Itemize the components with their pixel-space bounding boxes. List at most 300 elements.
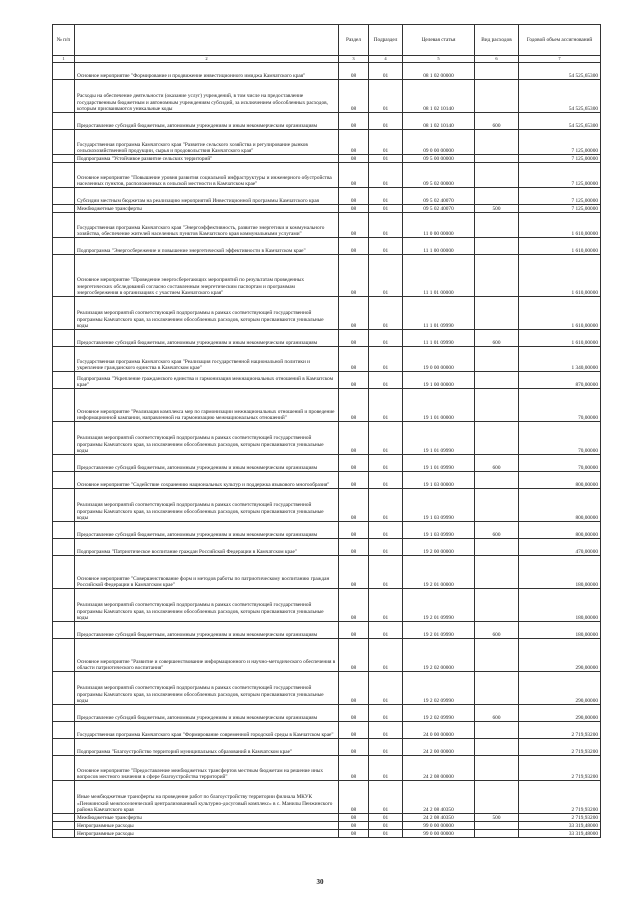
row-subsection: 01 — [369, 539, 403, 556]
row-target-code: 19 2 01 09990 — [403, 589, 475, 622]
row-number — [53, 297, 75, 330]
table-row — [53, 472, 601, 489]
row-name: Государственная программа Камчатского края "Энергоэффективность, развитие энергетики и коммунального хозяйства, обеспечение жителей населенных пунктов Камчатского края коммунальными услугами" — [75, 213, 339, 238]
row-name: Непрограммные расходы — [75, 830, 339, 838]
row-expense-type — [475, 472, 519, 489]
table-row — [53, 422, 601, 455]
row-number — [53, 238, 75, 255]
row-section: 08 — [339, 330, 369, 347]
row-section: 08 — [339, 188, 369, 205]
row-expense-type: 500 — [475, 205, 519, 213]
row-expense-type — [475, 347, 519, 372]
row-amount: 1 610,00000 — [519, 330, 601, 347]
row-target-code: 24 2 08 40350 — [403, 781, 475, 814]
row-subsection: 01 — [369, 205, 403, 213]
row-amount: 33 319,48000 — [519, 830, 601, 838]
row-target-code: 19 2 02 09990 — [403, 705, 475, 722]
row-section: 08 — [339, 113, 369, 130]
row-number — [53, 330, 75, 347]
row-name: Субсидии местным бюджетам на реализацию мероприятий Инвестиционной программы Камчатского края — [75, 188, 339, 205]
row-name: Подпрограмма "Энергосбережение и повышение энергетической эффективности в Камчатском крае" — [75, 238, 339, 255]
row-number — [53, 489, 75, 522]
row-target-code: 11 0 00 00000 — [403, 213, 475, 238]
row-number — [53, 455, 75, 472]
column-number: 2 — [75, 56, 339, 63]
row-subsection: 01 — [369, 705, 403, 722]
row-subsection: 01 — [369, 489, 403, 522]
page-number: 30 — [316, 878, 324, 886]
row-section: 08 — [339, 672, 369, 705]
row-target-code: 19 2 00 00000 — [403, 539, 475, 556]
row-section: 08 — [339, 522, 369, 539]
row-subsection: 01 — [369, 722, 403, 739]
row-section: 08 — [339, 822, 369, 830]
row-amount: 290,00000 — [519, 639, 601, 672]
table-row — [53, 539, 601, 556]
row-number — [53, 63, 75, 80]
row-number — [53, 589, 75, 622]
row-subsection: 01 — [369, 422, 403, 455]
row-expense-type: 600 — [475, 522, 519, 539]
column-number: 3 — [339, 56, 369, 63]
row-expense-type — [475, 130, 519, 155]
column-number: 1 — [53, 56, 75, 63]
row-target-code: 09 5 00 00000 — [403, 155, 475, 163]
row-subsection: 01 — [369, 739, 403, 756]
row-section: 08 — [339, 205, 369, 213]
row-name: Государственная программа Камчатского края "Реализация государственной национальной политики и укрепление гражданского единства в Камчатском крае" — [75, 347, 339, 372]
row-section: 08 — [339, 372, 369, 389]
header-expense-type: Вид расходов — [475, 25, 519, 56]
column-number: 4 — [369, 56, 403, 63]
row-section: 08 — [339, 213, 369, 238]
row-section: 08 — [339, 297, 369, 330]
table-row — [53, 622, 601, 639]
row-name: Реализация мероприятий соответствующей подпрограммы в рамках соответствующей государственной программы Камчатского края, за исключением обособленных расходов, которым присваиваются уникальные коды — [75, 297, 339, 330]
row-name: Основное мероприятие "Развитие и совершенствование информационного и научно-методического обеспечения в области патриотического воспитания" — [75, 639, 339, 672]
row-name: Предоставление субсидий бюджетным, автономным учреждениям и иным некоммерческим организациям — [75, 705, 339, 722]
row-target-code: 08 1 02 00000 — [403, 63, 475, 80]
row-target-code: 19 1 01 00000 — [403, 389, 475, 422]
row-name: Государственная программа Камчатского края "Развитие сельского хозяйства и регулирование рынков сельскохозяйственной продукции, сырья и продовольствия Камчатского края" — [75, 130, 339, 155]
row-target-code: 08 1 02 10140 — [403, 113, 475, 130]
row-number — [53, 188, 75, 205]
row-number — [53, 472, 75, 489]
row-section: 08 — [339, 722, 369, 739]
column-number: 6 — [475, 56, 519, 63]
row-expense-type: 600 — [475, 113, 519, 130]
row-subsection: 01 — [369, 756, 403, 781]
row-target-code: 19 1 01 09990 — [403, 422, 475, 455]
table-row — [53, 205, 601, 213]
table-row — [53, 113, 601, 130]
row-name: Государственная программа Камчатского края "Формирование современной городской среды в Камчатском крае" — [75, 722, 339, 739]
row-section: 08 — [339, 422, 369, 455]
row-number — [53, 556, 75, 589]
row-subsection: 01 — [369, 63, 403, 80]
row-number — [53, 622, 75, 639]
row-section: 08 — [339, 155, 369, 163]
row-name: Основное мероприятие "Формирование и продвижение инвестиционного имиджа Камчатского края" — [75, 63, 339, 80]
column-number: 7 — [519, 56, 601, 63]
table-row — [53, 155, 601, 163]
row-target-code: 19 1 00 00000 — [403, 372, 475, 389]
table-row — [53, 556, 601, 589]
row-expense-type — [475, 422, 519, 455]
table-row — [53, 238, 601, 255]
row-amount: 7 125,00000 — [519, 188, 601, 205]
row-expense-type: 600 — [475, 455, 519, 472]
row-name: Подпрограмма "Устойчивое развитие сельских территорий" — [75, 155, 339, 163]
row-name: Межбюджетные трансферты — [75, 814, 339, 822]
row-subsection: 01 — [369, 238, 403, 255]
row-subsection: 01 — [369, 830, 403, 838]
row-amount: 1 610,00000 — [519, 238, 601, 255]
column-number: 5 — [403, 56, 475, 63]
row-number — [53, 756, 75, 781]
row-name: Предоставление субсидий бюджетным, автономным учреждениям и иным некоммерческим организациям — [75, 455, 339, 472]
row-name: Реализация мероприятий соответствующей подпрограммы в рамках соответствующей государственной программы Камчатского края, за исключением обособленных расходов, которым присваиваются уникальные коды — [75, 422, 339, 455]
row-name: Основное мероприятие "Повышение уровня развития социальной инфраструктуры и инженерного обустройства населенных пунктов, расположенных в сельской местности в Камчатском крае" — [75, 163, 339, 188]
row-subsection: 01 — [369, 589, 403, 622]
row-target-code: 09 5 02 40070 — [403, 188, 475, 205]
header-name — [75, 25, 339, 56]
row-subsection: 01 — [369, 80, 403, 113]
row-name: Иные межбюджетные трансферты на проведение работ по благоустройству территории филиала МКУК «Пенжинский межпоселенческий централизованный культурно-досуговый комплекс» в с. Манилы Пенжинского района Камчатского края — [75, 781, 339, 814]
row-name: Предоставление субсидий бюджетным, автономным учреждениям и иным некоммерческим организациям — [75, 522, 339, 539]
row-expense-type — [475, 63, 519, 80]
row-target-code: 19 2 02 09990 — [403, 672, 475, 705]
row-name: Предоставление субсидий бюджетным, автономным учреждениям и иным некоммерческим организациям — [75, 113, 339, 130]
table-row — [53, 188, 601, 205]
row-name: Подпрограмма "Укрепление гражданского единства и гармонизация межнациональных отношений в Камчатском крае" — [75, 372, 339, 389]
row-section: 08 — [339, 639, 369, 672]
row-amount: 54 525,65300 — [519, 113, 601, 130]
row-amount: 870,00000 — [519, 372, 601, 389]
row-amount: 1 610,00000 — [519, 297, 601, 330]
row-name: Основное мероприятие "Содействие сохранению национальных культур и поддержка языкового многообразия" — [75, 472, 339, 489]
row-target-code: 19 1 03 09990 — [403, 489, 475, 522]
row-target-code: 08 1 02 10140 — [403, 80, 475, 113]
table-body — [53, 63, 601, 838]
row-number — [53, 539, 75, 556]
row-subsection: 01 — [369, 472, 403, 489]
row-section: 08 — [339, 455, 369, 472]
row-section: 08 — [339, 130, 369, 155]
row-number — [53, 347, 75, 372]
table-row — [53, 347, 601, 372]
table-row — [53, 297, 601, 330]
row-amount: 1 610,00000 — [519, 255, 601, 297]
row-expense-type: 600 — [475, 705, 519, 722]
row-name: Предоставление субсидий бюджетным, автономным учреждениям и иным некоммерческим организациям — [75, 330, 339, 347]
row-expense-type: 600 — [475, 330, 519, 347]
row-name: Предоставление субсидий бюджетным, автономным учреждениям и иным некоммерческим организациям — [75, 622, 339, 639]
row-expense-type — [475, 389, 519, 422]
row-number — [53, 130, 75, 155]
table-row — [53, 589, 601, 622]
row-section: 08 — [339, 255, 369, 297]
row-amount: 54 525,65300 — [519, 63, 601, 80]
table-row — [53, 455, 601, 472]
row-number — [53, 422, 75, 455]
row-number — [53, 814, 75, 822]
row-subsection: 01 — [369, 672, 403, 705]
row-expense-type — [475, 589, 519, 622]
row-number — [53, 781, 75, 814]
row-expense-type — [475, 163, 519, 188]
row-number — [53, 163, 75, 188]
row-expense-type — [475, 830, 519, 838]
row-number — [53, 213, 75, 238]
row-amount: 1 610,00000 — [519, 213, 601, 238]
row-number — [53, 80, 75, 113]
row-amount: 7 125,00000 — [519, 205, 601, 213]
row-expense-type — [475, 639, 519, 672]
row-expense-type — [475, 489, 519, 522]
table-row — [53, 522, 601, 539]
row-section: 08 — [339, 830, 369, 838]
row-section: 08 — [339, 814, 369, 822]
row-expense-type — [475, 556, 519, 589]
row-section: 08 — [339, 489, 369, 522]
row-subsection: 01 — [369, 163, 403, 188]
row-amount: 290,00000 — [519, 672, 601, 705]
row-subsection: 01 — [369, 389, 403, 422]
row-amount: 7 125,00000 — [519, 163, 601, 188]
row-expense-type: 600 — [475, 622, 519, 639]
row-number — [53, 372, 75, 389]
header-num: № п/п — [53, 25, 75, 56]
row-target-code: 24 2 00 00000 — [403, 739, 475, 756]
row-target-code: 11 1 00 00000 — [403, 238, 475, 255]
row-number — [53, 739, 75, 756]
row-target-code: 19 1 03 00000 — [403, 472, 475, 489]
row-subsection: 01 — [369, 347, 403, 372]
row-amount: 2 719,93200 — [519, 814, 601, 822]
row-number — [53, 639, 75, 672]
row-section: 08 — [339, 756, 369, 781]
row-amount: 180,00000 — [519, 589, 601, 622]
row-target-code: 24 2 08 40350 — [403, 814, 475, 822]
row-amount: 2 719,93200 — [519, 781, 601, 814]
row-amount: 180,00000 — [519, 556, 601, 589]
row-number — [53, 155, 75, 163]
table-header-row — [53, 25, 601, 56]
table-row — [53, 722, 601, 739]
row-section: 08 — [339, 163, 369, 188]
row-amount: 7 125,00000 — [519, 130, 601, 155]
row-expense-type — [475, 213, 519, 238]
table-row — [53, 705, 601, 722]
row-target-code: 99 0 00 00000 — [403, 830, 475, 838]
table-row — [53, 781, 601, 814]
row-expense-type — [475, 372, 519, 389]
row-target-code: 09 5 02 40070 — [403, 205, 475, 213]
row-target-code: 09 5 02 00000 — [403, 163, 475, 188]
row-amount: 70,00000 — [519, 389, 601, 422]
row-amount: 180,00000 — [519, 622, 601, 639]
row-name: Основное мероприятие "Предоставление межбюджетных трансфертов местным бюджетам на решение иных вопросов местного значения в сфере благоустройства территорий" — [75, 756, 339, 781]
row-section: 08 — [339, 781, 369, 814]
row-target-code: 99 0 00 00000 — [403, 822, 475, 830]
row-name: Непрограммные расходы — [75, 822, 339, 830]
row-number — [53, 205, 75, 213]
table-row — [53, 389, 601, 422]
row-subsection: 01 — [369, 113, 403, 130]
row-target-code: 19 0 00 00000 — [403, 347, 475, 372]
row-section: 08 — [339, 389, 369, 422]
row-number — [53, 389, 75, 422]
row-expense-type — [475, 297, 519, 330]
row-section: 08 — [339, 622, 369, 639]
table-row — [53, 822, 601, 830]
row-amount: 70,00000 — [519, 455, 601, 472]
row-section: 08 — [339, 80, 369, 113]
row-expense-type — [475, 756, 519, 781]
row-section: 08 — [339, 539, 369, 556]
row-target-code: 11 1 01 09990 — [403, 330, 475, 347]
row-amount: 800,00000 — [519, 522, 601, 539]
row-amount: 470,00000 — [519, 539, 601, 556]
row-amount: 70,00000 — [519, 422, 601, 455]
row-section: 08 — [339, 238, 369, 255]
row-name: Основное мероприятие "Реализация комплекса мер по гармонизации межнациональных отношений и проведение информационной кампании, направленной на гармонизацию межнациональных отношений" — [75, 389, 339, 422]
row-subsection: 01 — [369, 814, 403, 822]
table-row — [53, 814, 601, 822]
row-expense-type — [475, 539, 519, 556]
table-row — [53, 63, 601, 80]
table-row — [53, 672, 601, 705]
row-subsection: 01 — [369, 188, 403, 205]
row-target-code: 24 2 08 00000 — [403, 756, 475, 781]
row-target-code: 19 1 01 09990 — [403, 455, 475, 472]
row-amount: 33 319,48000 — [519, 822, 601, 830]
row-expense-type — [475, 781, 519, 814]
row-section: 08 — [339, 589, 369, 622]
table-row — [53, 255, 601, 297]
row-subsection: 01 — [369, 556, 403, 589]
row-number — [53, 830, 75, 838]
row-expense-type — [475, 672, 519, 705]
table-row — [53, 80, 601, 113]
row-subsection: 01 — [369, 639, 403, 672]
table-row — [53, 739, 601, 756]
row-number — [53, 672, 75, 705]
table-row — [53, 372, 601, 389]
row-subsection: 01 — [369, 130, 403, 155]
column-number-row — [53, 56, 601, 63]
row-expense-type — [475, 155, 519, 163]
row-expense-type — [475, 255, 519, 297]
row-subsection: 01 — [369, 522, 403, 539]
row-name: Расходы на обеспечение деятельности (оказание услуг) учреждений, в том числе на предоставление государственным бюджетным и автономным учреждениям субсидий, за исключением обособленных расходов, которым присваиваются уникальные коды — [75, 80, 339, 113]
row-target-code: 24 0 00 00000 — [403, 722, 475, 739]
row-amount: 800,00000 — [519, 489, 601, 522]
row-number — [53, 113, 75, 130]
header-amount: Годовой объем ассигнований — [519, 25, 601, 56]
row-number — [53, 722, 75, 739]
header-section: Раздел — [339, 25, 369, 56]
row-target-code: 11 1 01 00000 — [403, 255, 475, 297]
row-name: Подпрограмма "Патриотическое воспитание граждан Российской Федерации в Камчатском крае" — [75, 539, 339, 556]
row-subsection: 01 — [369, 622, 403, 639]
table-row — [53, 639, 601, 672]
row-name: Межбюджетные трансферты — [75, 205, 339, 213]
row-subsection: 01 — [369, 781, 403, 814]
header-target: Целевая статья — [403, 25, 475, 56]
row-section: 08 — [339, 556, 369, 589]
row-subsection: 01 — [369, 297, 403, 330]
row-name: Подпрограмма "Благоустройство территорий муниципальных образований в Камчатском крае" — [75, 739, 339, 756]
budget-table — [52, 24, 601, 838]
row-expense-type — [475, 80, 519, 113]
row-section: 08 — [339, 63, 369, 80]
row-expense-type — [475, 722, 519, 739]
row-target-code: 19 2 02 00000 — [403, 639, 475, 672]
row-target-code: 19 2 01 09990 — [403, 622, 475, 639]
row-subsection: 01 — [369, 255, 403, 297]
row-subsection: 01 — [369, 330, 403, 347]
row-expense-type — [475, 739, 519, 756]
row-amount: 2 719,93200 — [519, 756, 601, 781]
table-row — [53, 213, 601, 238]
row-subsection: 01 — [369, 213, 403, 238]
row-number — [53, 705, 75, 722]
row-name: Реализация мероприятий соответствующей подпрограммы в рамках соответствующей государственной программы Камчатского края, за исключением обособленных расходов, которым присваиваются уникальные коды — [75, 589, 339, 622]
row-target-code: 09 0 00 00000 — [403, 130, 475, 155]
row-target-code: 11 1 01 09990 — [403, 297, 475, 330]
row-expense-type: 500 — [475, 814, 519, 822]
row-amount: 2 719,93200 — [519, 739, 601, 756]
table-row — [53, 130, 601, 155]
row-target-code: 19 2 01 00000 — [403, 556, 475, 589]
row-number — [53, 822, 75, 830]
row-expense-type — [475, 822, 519, 830]
row-amount: 7 125,00000 — [519, 155, 601, 163]
row-section: 08 — [339, 472, 369, 489]
row-name: Реализация мероприятий соответствующей подпрограммы в рамках соответствующей государственной программы Камчатского края, за исключением обособленных расходов, которым присваиваются уникальные коды — [75, 672, 339, 705]
row-subsection: 01 — [369, 455, 403, 472]
row-name: Основное мероприятие "Совершенствование форм и методов работы по патриотическому воспитанию граждан Российской Федерации в Камчатском крае" — [75, 556, 339, 589]
row-section: 08 — [339, 739, 369, 756]
row-amount: 800,00000 — [519, 472, 601, 489]
table-row — [53, 163, 601, 188]
row-subsection: 01 — [369, 822, 403, 830]
table-row — [53, 489, 601, 522]
row-name: Реализация мероприятий соответствующей подпрограммы в рамках соответствующей государственной программы Камчатского края, за исключением обособленных расходов, которым присваиваются уникальные коды — [75, 489, 339, 522]
row-name: Основное мероприятие "Проведение энергосберегающих мероприятий по результатам проведенных энергетических обследований согласно составленным энергетическим паспортам и программам энергосбережения в организациях с участием Камчатского края" — [75, 255, 339, 297]
row-subsection: 01 — [369, 372, 403, 389]
row-section: 08 — [339, 347, 369, 372]
row-number — [53, 255, 75, 297]
row-section: 08 — [339, 705, 369, 722]
row-amount: 290,00000 — [519, 705, 601, 722]
row-number — [53, 522, 75, 539]
row-subsection: 01 — [369, 155, 403, 163]
row-expense-type — [475, 238, 519, 255]
row-amount: 54 525,65300 — [519, 80, 601, 113]
row-amount: 1 340,00000 — [519, 347, 601, 372]
budget-table-sheet — [52, 24, 600, 838]
row-target-code: 19 1 03 09990 — [403, 522, 475, 539]
header-subsection: Подраздел — [369, 25, 403, 56]
table-row — [53, 756, 601, 781]
row-expense-type — [475, 188, 519, 205]
table-row — [53, 830, 601, 838]
table-row — [53, 330, 601, 347]
row-amount: 2 719,93200 — [519, 722, 601, 739]
